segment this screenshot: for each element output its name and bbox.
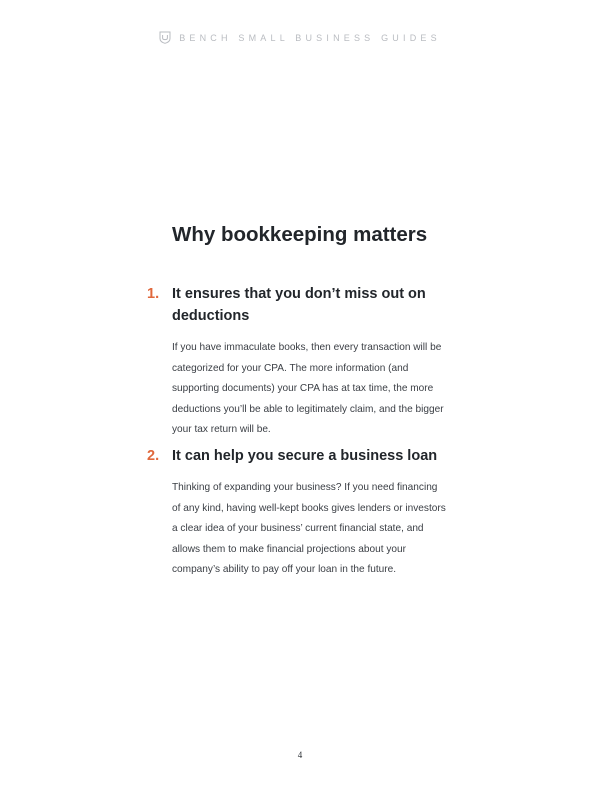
page-number: 4 [297, 750, 303, 760]
page-header [0, 31, 600, 44]
header-brand-text: BENCH SMALL BUSINESS GUIDES [179, 32, 441, 43]
section-business-loan [147, 445, 447, 581]
section-body: Thinking of expanding your business? If you need financing of any kind, having well-kept books gives lenders or investors a clear idea of your business’ current financial state, and allows them to make financial projections about your company’s ability to pay off your loan in the future. [172, 482, 446, 576]
section-heading [147, 283, 447, 327]
section-number: 1. [147, 286, 160, 302]
section-deductions [147, 283, 447, 441]
section-number: 2. [147, 448, 160, 464]
page-title: Why bookkeeping matters [172, 223, 428, 246]
section-title: It ensures that you don’t miss out on deductions [172, 286, 426, 324]
bench-shield-logo [159, 31, 171, 44]
section-body: If you have immaculate books, then every transaction will be categorized for your CPA. The more information (and supporting documents) your CPA has at tax time, the more deductions you’ll be able to legitimately claim, and the bigger your tax return will be. [172, 342, 444, 436]
section-title: It can help you secure a business loan [172, 448, 438, 464]
section-heading [147, 445, 447, 467]
